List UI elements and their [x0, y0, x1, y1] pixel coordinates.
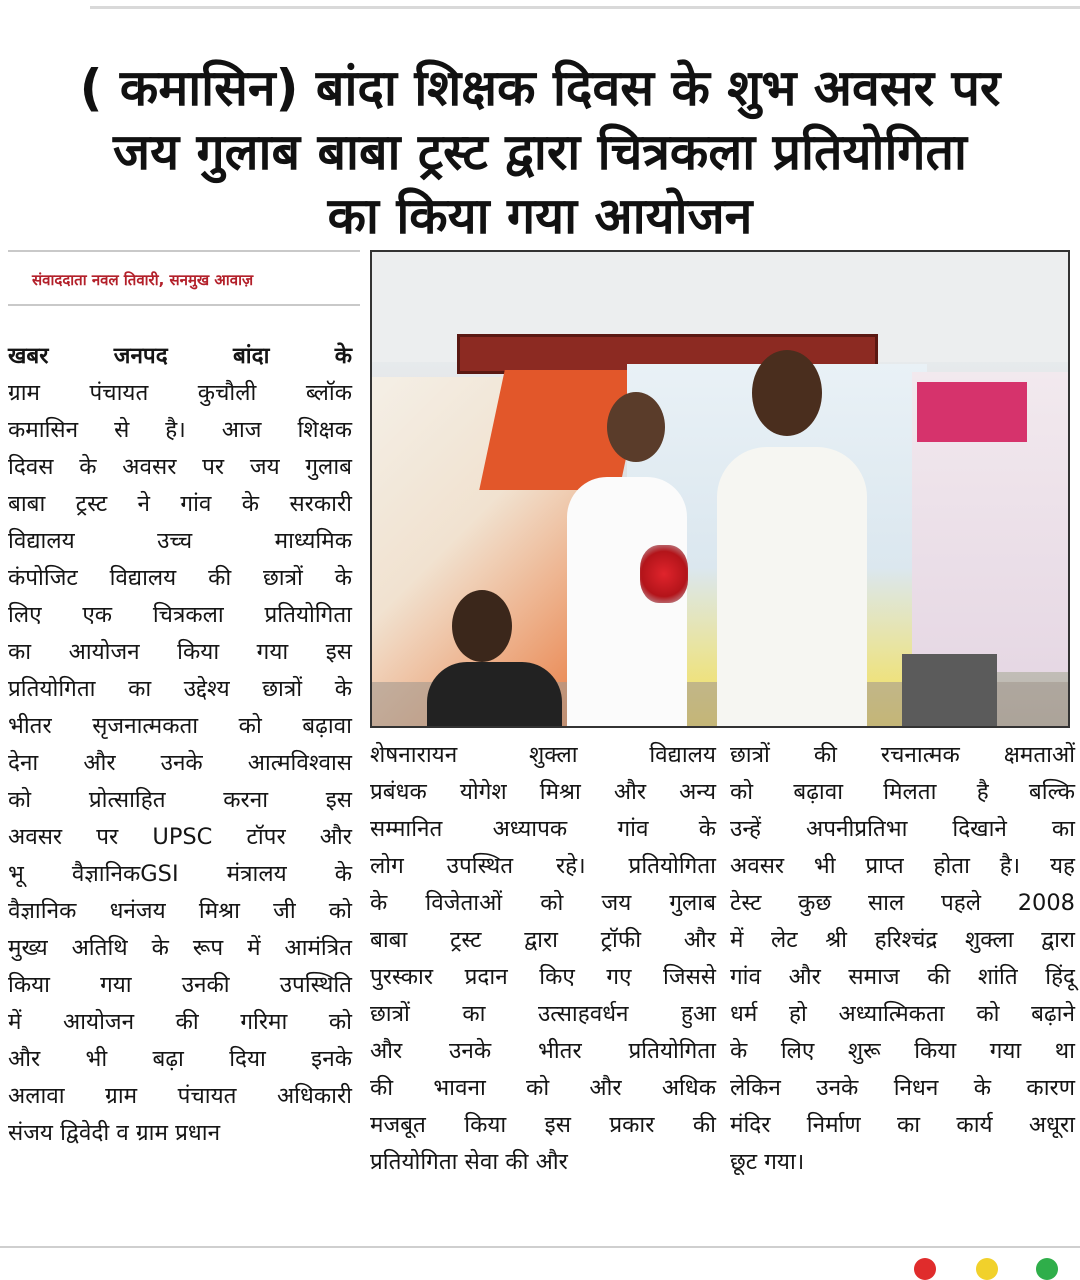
byline-divider — [8, 304, 360, 306]
article-line: लिए एक चित्रकला प्रतियोगिता — [8, 602, 352, 628]
article-line: दिवस के अवसर पर जय गुलाब — [8, 454, 352, 480]
article-line: के विजेताओं को जय गुलाब — [370, 890, 716, 916]
article-line: प्रतियोगिता सेवा की और — [370, 1149, 568, 1175]
yellow-dot-icon — [976, 1258, 998, 1280]
article-line: की भावना को और अधिक — [370, 1075, 716, 1101]
article-line: पुरस्कार प्रदान किए गए जिससे — [370, 964, 716, 990]
article-line: छात्रों की रचनात्मक क्षमताओं — [730, 742, 1075, 768]
article-line: प्रबंधक योगेश मिश्रा और अन्य — [370, 779, 716, 805]
article-line: और भी बढ़ा दिया इनके — [8, 1046, 352, 1072]
article-line: वैज्ञानिक धनंजय मिश्रा जी को — [8, 898, 352, 924]
article-line: प्रतियोगिता का उद्देश्य छात्रों के — [8, 676, 352, 702]
article-line: ग्राम पंचायत कुचौली ब्लॉक — [8, 380, 352, 406]
article-line: किया गया उनकी उपस्थिति — [8, 972, 352, 998]
article-line: और उनके भीतर प्रतियोगिता — [370, 1038, 716, 1064]
article-line: मंदिर निर्माण का कार्य अधूरा — [730, 1112, 1075, 1138]
byline-divider — [8, 250, 360, 252]
article-line: उन्हें अपनीप्रतिभा दिखाने का — [730, 816, 1075, 842]
article-line: छूट गया। — [730, 1149, 805, 1175]
article-line: संजय द्विवेदी व ग्राम प्रधान — [8, 1120, 221, 1146]
article-line: धर्म हो अध्यात्मिकता को बढ़ाने — [730, 1001, 1075, 1027]
article-line: भीतर सृजनात्मकता को बढ़ावा — [8, 713, 352, 739]
byline: संवाददाता नवल तिवारी, सनमुख आवाज़ — [32, 271, 254, 289]
article-line: अलावा ग्राम पंचायत अधिकारी — [8, 1083, 352, 1109]
article-line: गांव और समाज की शांति हिंदू — [730, 964, 1075, 990]
article-line: बाबा ट्रस्ट द्वारा ट्रॉफी और — [370, 927, 716, 953]
photo-person-young-man-head — [607, 392, 665, 462]
article-line: देना और उनके आत्मविश्वास — [8, 750, 352, 776]
event-photo — [370, 250, 1070, 728]
article-column-2 — [370, 737, 716, 1181]
article-line: अवसर भी प्राप्त होता है। यह — [730, 853, 1075, 879]
photo-banner-tag — [917, 382, 1027, 442]
article-line: में लेट श्री हरिश्चंद्र शुक्ला द्वारा — [730, 927, 1075, 953]
article-line: मजबूत किया इस प्रकार की — [370, 1112, 716, 1138]
article-column-3 — [730, 737, 1075, 1181]
article-line: को बढ़ावा मिलता है बल्कि — [730, 779, 1075, 805]
green-dot-icon — [1036, 1258, 1058, 1280]
top-rule — [90, 6, 1080, 9]
article-line: में आयोजन की गरिमा को — [8, 1009, 352, 1035]
photo-person-seated — [427, 662, 562, 728]
photo-bouquet — [640, 545, 688, 603]
headline-line: ( कमासिन) बांदा शिक्षक दिवस के शुभ अवसर पर — [79, 58, 1001, 117]
article-line: का आयोजन किया गया इस — [8, 639, 352, 665]
article-line: छात्रों का उत्साहवर्धन हुआ — [370, 1001, 716, 1027]
article-line: सम्मानित अध्यापक गांव के — [370, 816, 716, 842]
article-line: टेस्ट कुछ साल पहले 2008 — [730, 890, 1075, 916]
article-line: को प्रोत्साहित करना इस — [8, 787, 352, 813]
article-line: मुख्य अतिथि के रूप में आमंत्रित — [8, 935, 352, 961]
article-line: कमासिन से है। आज शिक्षक — [8, 417, 352, 443]
photo-person-seated-head — [452, 590, 512, 662]
article-line: के लिए शुरू किया गया था — [730, 1038, 1075, 1064]
article-line: शेषनारायन शुक्ला विद्यालय — [370, 742, 716, 768]
headline-line: जय गुलाब बाबा ट्रस्ट द्वारा चित्रकला प्रतियोगिता — [113, 122, 967, 181]
photo-person-elder-head — [752, 350, 822, 436]
article-line: विद्यालय उच्च माध्यमिक — [8, 528, 352, 554]
photo-chair — [902, 654, 997, 728]
article-column-1 — [8, 338, 352, 1152]
article-line: भू वैज्ञानिकGSI मंत्रालय के — [8, 861, 352, 887]
headline — [0, 56, 1080, 248]
article-line: लोग उपस्थित रहे। प्रतियोगिता — [370, 853, 716, 879]
red-dot-icon — [914, 1258, 936, 1280]
article-line: खबर जनपद बांदा के — [8, 343, 352, 369]
article-line: कंपोजिट विद्यालय की छात्रों के — [8, 565, 352, 591]
footer-rule — [0, 1246, 1080, 1248]
article-line: लेकिन उनके निधन के कारण — [730, 1075, 1075, 1101]
headline-line: का किया गया आयोजन — [327, 186, 753, 245]
article-line: बाबा ट्रस्ट ने गांव के सरकारी — [8, 491, 352, 517]
article-line: अवसर पर UPSC टॉपर और — [8, 824, 352, 850]
photo-person-elder — [717, 447, 867, 728]
